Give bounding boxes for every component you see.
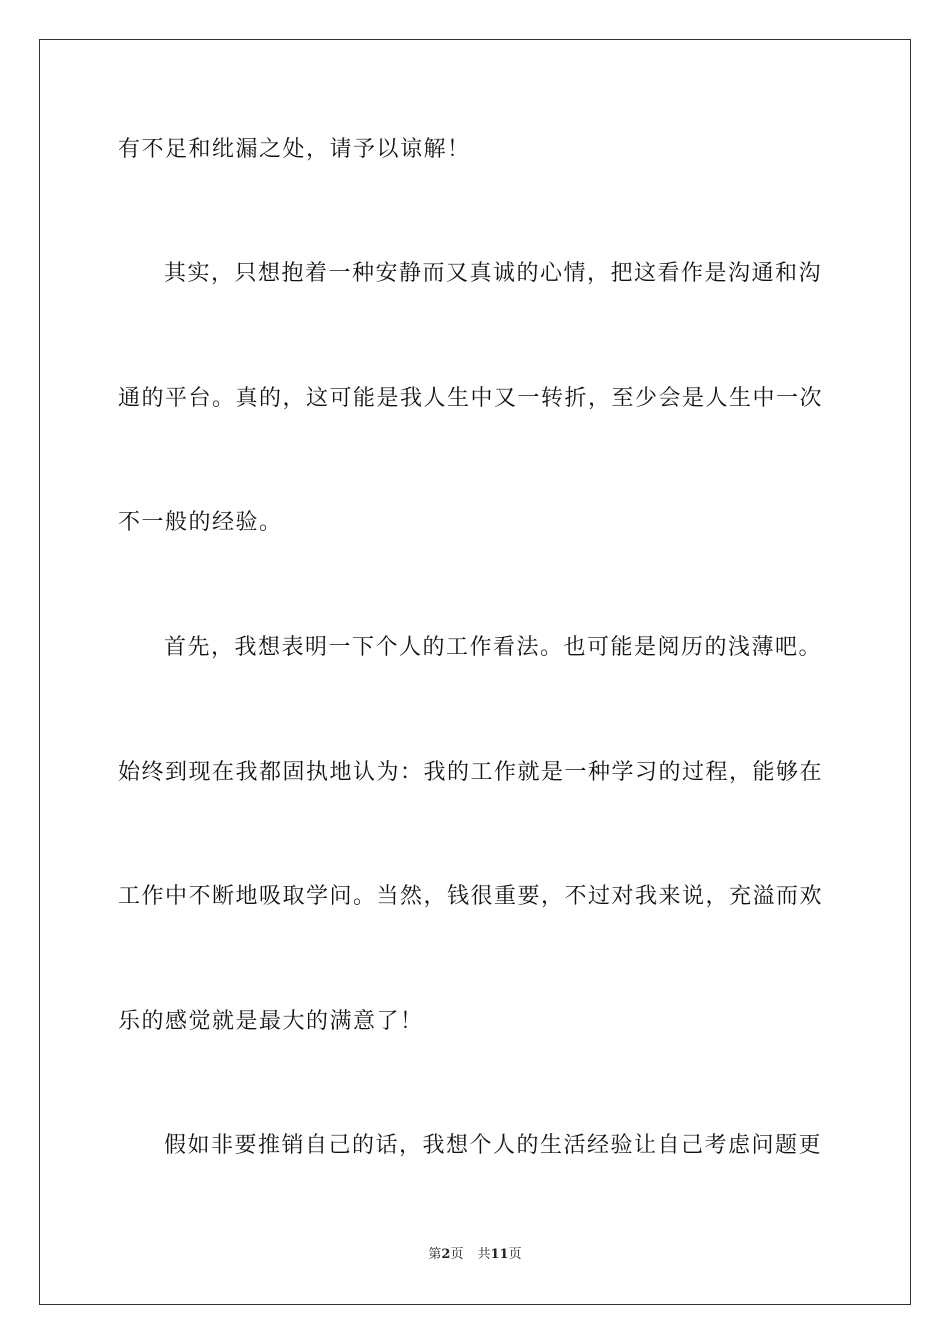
page-border (39, 39, 911, 1305)
page-footer (0, 1246, 950, 1264)
total-suffix: 页 (508, 1247, 522, 1262)
paragraph-line: 有不足和纰漏之处，请予以谅解！ (118, 137, 471, 162)
paragraph-line: 始终到现在我都固执地认为：我的工作就是一种学习的过程，能够在 (118, 760, 824, 785)
total-prefix: 共 (477, 1247, 491, 1262)
page-prefix: 第 (428, 1247, 442, 1262)
paragraph-line: 假如非要推销自己的话，我想个人的生活经验让自己考虑问题更 (164, 1133, 823, 1158)
paragraph-line: 不一般的经验。 (118, 510, 283, 535)
page-suffix: 页 (450, 1247, 464, 1262)
paragraph-line: 其实，只想抱着一种安静而又真诚的心情，把这看作是沟通和沟 (164, 261, 823, 286)
paragraph-line: 工作中不断地吸取学问。当然，钱很重要，不过对我来说，充溢而欢 (118, 884, 824, 909)
page-number: 2 (441, 1247, 451, 1262)
paragraph-line: 通的平台。真的，这可能是我人生中又一转折，至少会是人生中一次 (118, 386, 824, 411)
total-pages: 11 (490, 1247, 509, 1262)
paragraph-line: 首先，我想表明一下个人的工作看法。也可能是阅历的浅薄吧。 (164, 635, 823, 660)
paragraph-line: 乐的感觉就是最大的满意了！ (118, 1009, 424, 1034)
